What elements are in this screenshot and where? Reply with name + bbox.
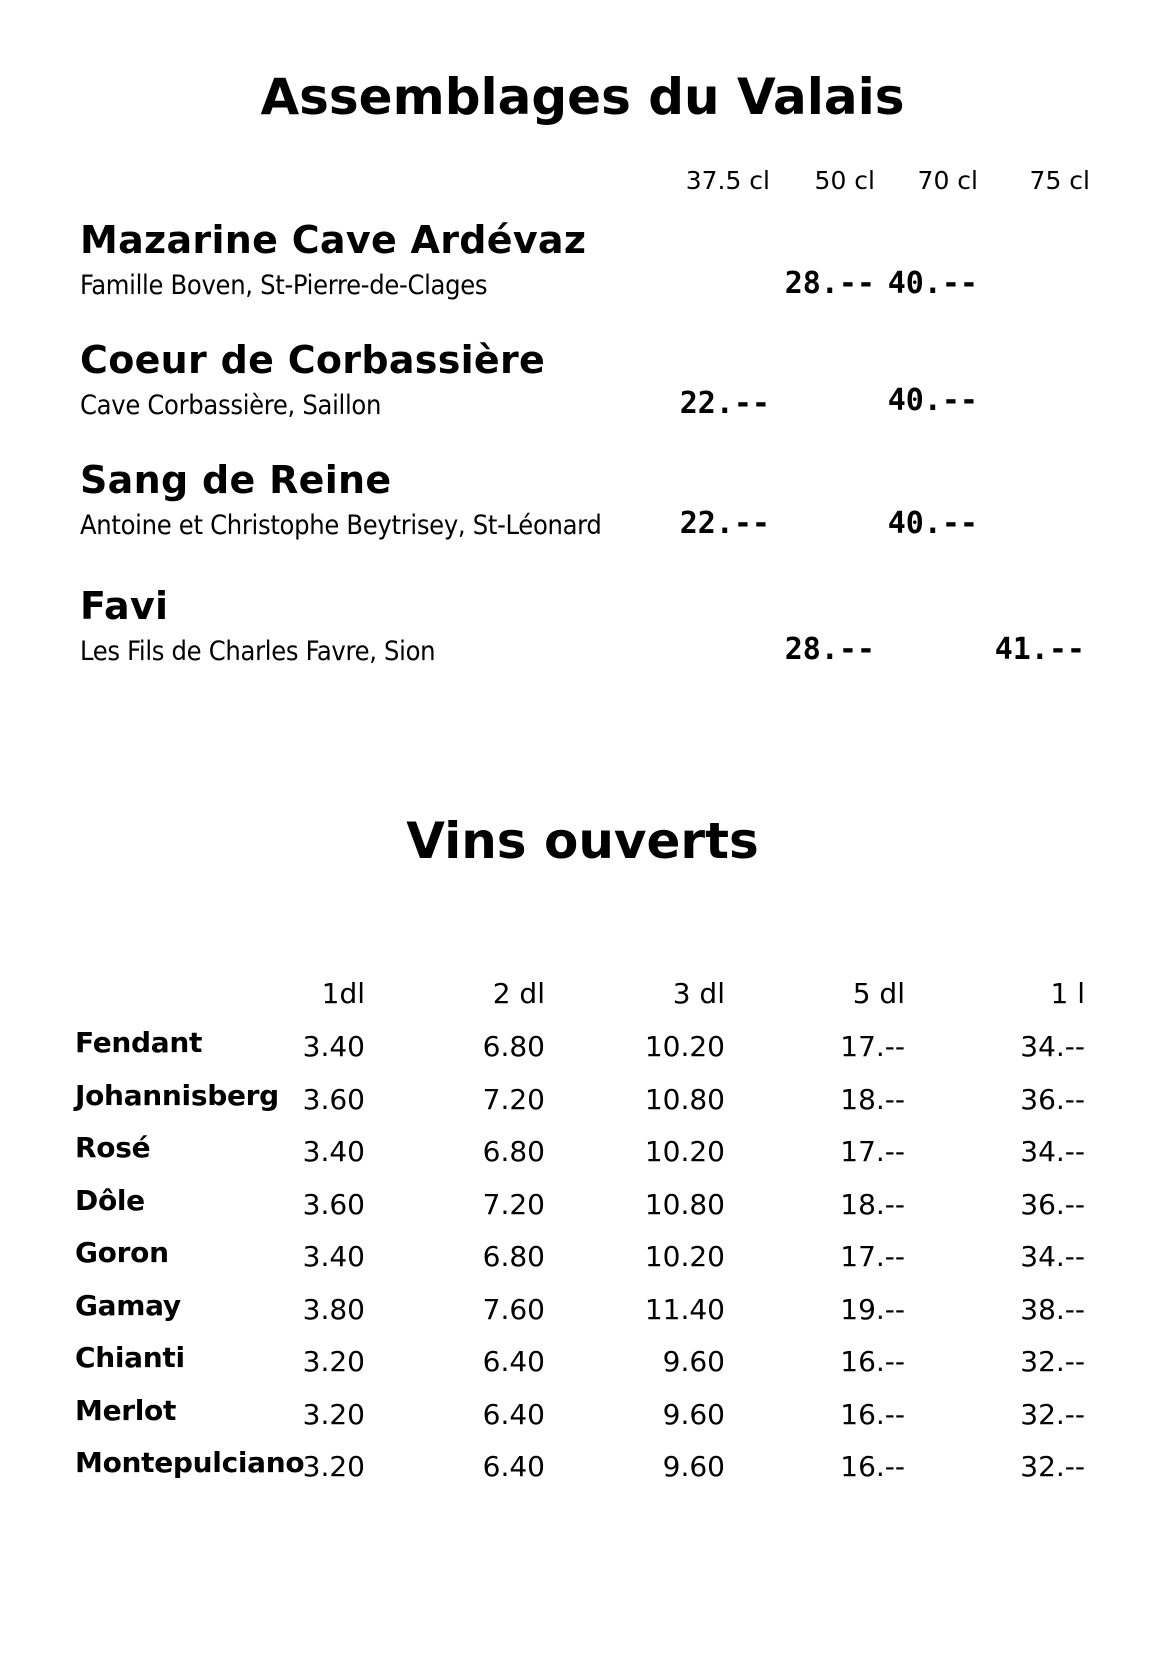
size-header-37-5cl: 37.5 cl	[685, 166, 770, 195]
table-row-price: 34.--	[1020, 1030, 1085, 1063]
table-row-price: 16.--	[840, 1398, 905, 1431]
wine-producer: Cave Corbassière, Saillon	[80, 390, 382, 421]
wine-producer: Les Fils de Charles Favre, Sion	[80, 636, 436, 667]
table-row-price: 18.--	[840, 1188, 905, 1221]
table-row-price: 18.--	[840, 1083, 905, 1116]
table-row-price: 6.40	[482, 1398, 545, 1431]
table-row-price: 3.40	[302, 1240, 365, 1273]
wine-price: 40.--	[887, 506, 978, 541]
table-row-price: 34.--	[1020, 1240, 1085, 1273]
wine-price: 22.--	[679, 386, 770, 421]
table-row-price: 38.--	[1020, 1293, 1085, 1326]
table-row-name: Fendant	[75, 1026, 203, 1059]
table-row-price: 11.40	[644, 1293, 725, 1326]
table-row-price: 3.60	[302, 1188, 365, 1221]
table-row-price: 36.--	[1020, 1083, 1085, 1116]
table-row-name: Gamay	[75, 1289, 181, 1322]
table-row-price: 3.40	[302, 1135, 365, 1168]
table-row-name: Rosé	[75, 1131, 151, 1164]
table-row-price: 17.--	[840, 1135, 905, 1168]
size-header-50cl: 50 cl	[814, 166, 875, 195]
table-row-price: 6.80	[482, 1030, 545, 1063]
size-header-2dl: 2 dl	[492, 977, 545, 1010]
table-row-price: 10.20	[644, 1240, 725, 1273]
wine-name: Favi	[80, 584, 169, 628]
table-row-price: 7.20	[482, 1188, 545, 1221]
table-row-price: 7.60	[482, 1293, 545, 1326]
table-row-price: 17.--	[840, 1240, 905, 1273]
wine-name: Sang de Reine	[80, 458, 392, 502]
size-header-5dl: 5 dl	[852, 977, 905, 1010]
assemblages-title: Assemblages du Valais	[260, 68, 905, 126]
table-row-name: Merlot	[75, 1394, 177, 1427]
table-row-price: 10.20	[644, 1135, 725, 1168]
table-row-price: 16.--	[840, 1345, 905, 1378]
table-row-price: 6.40	[482, 1450, 545, 1483]
size-header-1l: 1 l	[1050, 977, 1085, 1010]
size-header-3dl: 3 dl	[672, 977, 725, 1010]
table-row-price: 9.60	[662, 1398, 725, 1431]
size-header-1dl: 1dl	[321, 977, 365, 1010]
table-row-price: 10.80	[644, 1188, 725, 1221]
table-row-price: 32.--	[1020, 1398, 1085, 1431]
table-row-price: 9.60	[662, 1450, 725, 1483]
wine-price: 28.--	[784, 632, 875, 667]
size-header-75cl: 75 cl	[1029, 166, 1090, 195]
wine-price: 28.--	[784, 266, 875, 301]
table-row-price: 16.--	[840, 1450, 905, 1483]
table-row-price: 6.80	[482, 1240, 545, 1273]
table-row-name: Dôle	[75, 1184, 145, 1217]
table-row-price: 3.20	[302, 1450, 365, 1483]
wine-price: 22.--	[679, 506, 770, 541]
table-row-price: 6.80	[482, 1135, 545, 1168]
table-row-price: 3.40	[302, 1030, 365, 1063]
table-row-name: Montepulciano	[75, 1446, 305, 1479]
wine-price: 40.--	[887, 383, 978, 418]
wine-name: Mazarine Cave Ardévaz	[80, 218, 587, 262]
table-row-name: Chianti	[75, 1341, 185, 1374]
table-row-price: 7.20	[482, 1083, 545, 1116]
table-row-price: 10.20	[644, 1030, 725, 1063]
wine-name: Coeur de Corbassière	[80, 338, 546, 382]
wine-price: 41.--	[994, 632, 1085, 667]
table-row-price: 3.20	[302, 1345, 365, 1378]
wine-producer: Famille Boven, St-Pierre-de-Clages	[80, 270, 488, 301]
table-row-name: Johannisberg	[75, 1079, 279, 1112]
table-row-price: 32.--	[1020, 1450, 1085, 1483]
wine-producer: Antoine et Christophe Beytrisey, St-Léonard	[80, 510, 602, 541]
table-row-price: 9.60	[662, 1345, 725, 1378]
table-row-price: 36.--	[1020, 1188, 1085, 1221]
vins-ouverts-title: Vins ouverts	[406, 812, 759, 870]
size-header-70cl: 70 cl	[917, 166, 978, 195]
table-row-price: 3.20	[302, 1398, 365, 1431]
table-row-price: 3.80	[302, 1293, 365, 1326]
wine-price: 40.--	[887, 266, 978, 301]
table-row-name: Goron	[75, 1236, 169, 1269]
table-row-price: 6.40	[482, 1345, 545, 1378]
table-row-price: 3.60	[302, 1083, 365, 1116]
table-row-price: 10.80	[644, 1083, 725, 1116]
table-row-price: 19.--	[840, 1293, 905, 1326]
table-row-price: 32.--	[1020, 1345, 1085, 1378]
table-row-price: 34.--	[1020, 1135, 1085, 1168]
table-row-price: 17.--	[840, 1030, 905, 1063]
